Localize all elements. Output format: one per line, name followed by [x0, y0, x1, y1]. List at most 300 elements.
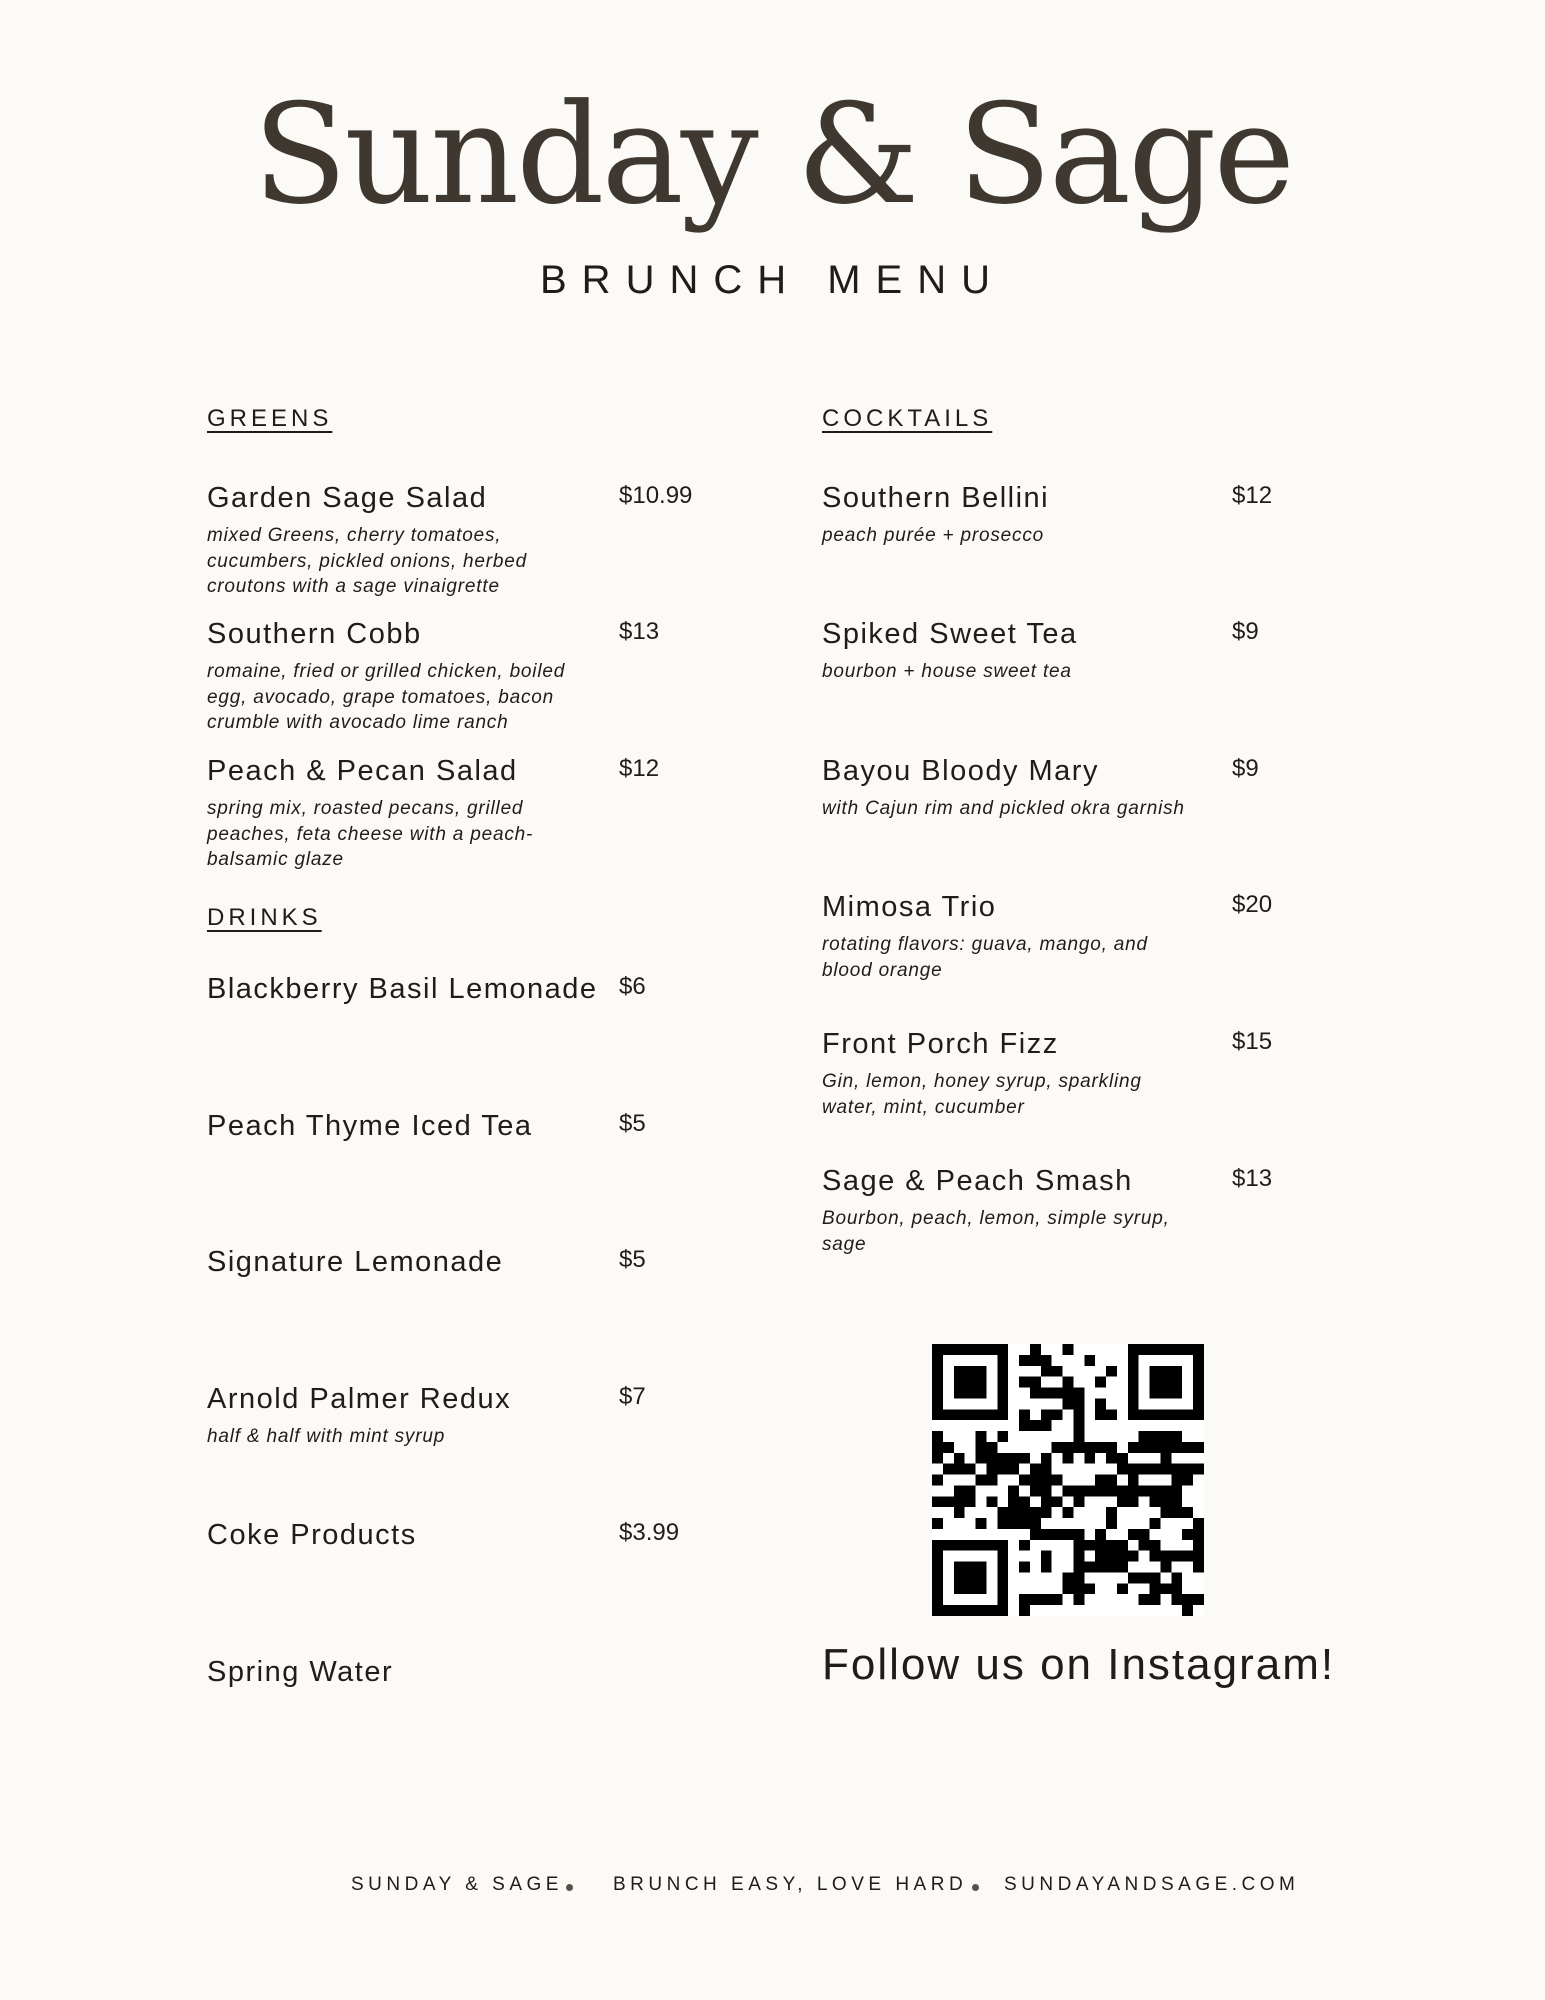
- qr-module: [1139, 1572, 1150, 1583]
- qr-module: [1095, 1529, 1106, 1540]
- qr-module: [932, 1355, 943, 1366]
- qr-module: [1052, 1529, 1063, 1540]
- qr-module: [943, 1344, 954, 1355]
- qr-module: [1182, 1442, 1193, 1453]
- qr-module: [1030, 1518, 1041, 1529]
- qr-module: [976, 1344, 987, 1355]
- item-price: $13: [1232, 1165, 1273, 1192]
- qr-module: [1041, 1475, 1052, 1486]
- qr-module: [976, 1366, 987, 1377]
- qr-module: [1073, 1583, 1084, 1594]
- qr-module: [1193, 1594, 1204, 1605]
- qr-module: [1182, 1551, 1193, 1562]
- qr-module: [1193, 1388, 1204, 1399]
- qr-module: [965, 1485, 976, 1496]
- menu-item-arnold-palmer-redux: [207, 1380, 737, 1450]
- qr-module: [1019, 1507, 1030, 1518]
- qr-module: [1052, 1409, 1063, 1420]
- item-price: $12: [1232, 482, 1273, 509]
- greens-heading: GREENS: [207, 405, 333, 432]
- item-name: Coke Products: [207, 1519, 417, 1551]
- qr-module: [1117, 1583, 1128, 1594]
- qr-module: [1150, 1442, 1161, 1453]
- qr-module: [1171, 1496, 1182, 1507]
- qr-module: [1063, 1344, 1074, 1355]
- qr-module: [1073, 1540, 1084, 1551]
- qr-module: [1095, 1485, 1106, 1496]
- qr-module: [1063, 1485, 1074, 1496]
- qr-module: [1193, 1377, 1204, 1388]
- item-price: $5: [619, 1246, 646, 1273]
- qr-module: [1150, 1431, 1161, 1442]
- qr-module: [1160, 1485, 1171, 1496]
- qr-module: [1128, 1388, 1139, 1399]
- qr-module: [965, 1562, 976, 1573]
- qr-module: [943, 1409, 954, 1420]
- qr-module: [1128, 1551, 1139, 1562]
- qr-module: [997, 1409, 1008, 1420]
- qr-module: [1019, 1409, 1030, 1420]
- qr-module: [954, 1388, 965, 1399]
- qr-module: [1008, 1518, 1019, 1529]
- qr-module: [943, 1540, 954, 1551]
- qr-module: [932, 1431, 943, 1442]
- qr-module: [965, 1377, 976, 1388]
- item-price: $10.99: [619, 482, 693, 509]
- qr-module: [1008, 1507, 1019, 1518]
- qr-module: [965, 1605, 976, 1616]
- qr-module: [954, 1344, 965, 1355]
- qr-module: [1150, 1388, 1161, 1399]
- item-description: with Cajun rim and pickled okra garnish: [822, 798, 1185, 819]
- item-name: Sage & Peach Smash: [822, 1165, 1133, 1197]
- item-price: $15: [1232, 1028, 1273, 1055]
- qr-module: [1150, 1540, 1161, 1551]
- qr-module: [954, 1409, 965, 1420]
- qr-module: [1128, 1398, 1139, 1409]
- qr-module: [997, 1398, 1008, 1409]
- qr-module: [1030, 1464, 1041, 1475]
- qr-module: [1160, 1388, 1171, 1399]
- qr-module: [932, 1540, 943, 1551]
- qr-module: [932, 1442, 943, 1453]
- item-name: Arnold Palmer Redux: [207, 1383, 512, 1415]
- qr-module: [1182, 1344, 1193, 1355]
- item-price: $3.99: [619, 1519, 680, 1546]
- qr-module: [1128, 1366, 1139, 1377]
- qr-module: [932, 1475, 943, 1486]
- qr-module: [1150, 1551, 1161, 1562]
- qr-module: [932, 1409, 943, 1420]
- qr-module: [997, 1594, 1008, 1605]
- qr-module: [997, 1388, 1008, 1399]
- qr-module: [976, 1605, 987, 1616]
- qr-module: [1160, 1377, 1171, 1388]
- qr-module: [965, 1388, 976, 1399]
- qr-module: [1063, 1572, 1074, 1583]
- qr-module: [954, 1562, 965, 1573]
- footer-separator-dot: [566, 1884, 573, 1891]
- qr-module: [954, 1496, 965, 1507]
- qr-module: [1139, 1594, 1150, 1605]
- qr-module: [1150, 1344, 1161, 1355]
- qr-module: [1193, 1518, 1204, 1529]
- qr-module: [997, 1431, 1008, 1442]
- qr-module: [1128, 1496, 1139, 1507]
- item-description: Bourbon, peach, lemon, simple syrup, sage: [822, 1208, 1170, 1255]
- qr-module: [1073, 1485, 1084, 1496]
- qr-module: [986, 1540, 997, 1551]
- qr-module: [965, 1366, 976, 1377]
- qr-module: [1019, 1355, 1030, 1366]
- item-name: Spiked Sweet Tea: [822, 618, 1078, 650]
- qr-module: [1128, 1442, 1139, 1453]
- qr-module: [1063, 1507, 1074, 1518]
- qr-module: [932, 1398, 943, 1409]
- qr-module: [1117, 1464, 1128, 1475]
- qr-module: [1041, 1507, 1052, 1518]
- qr-module: [1073, 1529, 1084, 1540]
- qr-module: [1041, 1355, 1052, 1366]
- qr-module: [1193, 1344, 1204, 1355]
- qr-module: [1073, 1442, 1084, 1453]
- qr-module: [954, 1507, 965, 1518]
- qr-module: [1073, 1398, 1084, 1409]
- qr-module: [1182, 1529, 1193, 1540]
- qr-module: [1160, 1431, 1171, 1442]
- qr-module: [1095, 1398, 1106, 1409]
- qr-module: [1063, 1388, 1074, 1399]
- qr-module: [1171, 1475, 1182, 1486]
- item-price: $5: [619, 1110, 646, 1137]
- item-name: Mimosa Trio: [822, 891, 997, 923]
- qr-module: [1008, 1453, 1019, 1464]
- qr-module: [932, 1344, 943, 1355]
- qr-module: [1193, 1562, 1204, 1573]
- qr-module: [1019, 1496, 1030, 1507]
- qr-module: [1171, 1551, 1182, 1562]
- qr-module: [1063, 1583, 1074, 1594]
- qr-module: [1041, 1562, 1052, 1573]
- footer-tagline: BRUNCH EASY, LOVE HARD: [613, 1874, 968, 1895]
- qr-module: [1139, 1540, 1150, 1551]
- qr-module: [1030, 1475, 1041, 1486]
- qr-module: [1084, 1453, 1095, 1464]
- item-description: rotating flavors: guava, mango, and blood orange: [822, 934, 1148, 981]
- qr-module: [1084, 1540, 1095, 1551]
- menu-item-garden-sage-salad: [207, 479, 737, 600]
- qr-module: [1073, 1551, 1084, 1562]
- qr-module: [932, 1572, 943, 1583]
- qr-module: [1193, 1551, 1204, 1562]
- qr-module: [1052, 1496, 1063, 1507]
- qr-module: [976, 1377, 987, 1388]
- qr-module: [1063, 1398, 1074, 1409]
- qr-module: [1073, 1431, 1084, 1442]
- item-description: peach purée + prosecco: [822, 525, 1044, 546]
- qr-module: [1171, 1366, 1182, 1377]
- qr-module: [954, 1572, 965, 1583]
- qr-module: [1160, 1507, 1171, 1518]
- menu-item-peach-pecan-salad: [207, 752, 737, 873]
- qr-module: [986, 1496, 997, 1507]
- qr-module: [1106, 1475, 1117, 1486]
- qr-module: [986, 1605, 997, 1616]
- qr-module: [1150, 1377, 1161, 1388]
- qr-module: [1084, 1562, 1095, 1573]
- qr-module: [932, 1388, 943, 1399]
- qr-module: [1106, 1540, 1117, 1551]
- qr-module: [932, 1605, 943, 1616]
- qr-module: [1128, 1572, 1139, 1583]
- qr-module: [1150, 1409, 1161, 1420]
- qr-module: [1095, 1540, 1106, 1551]
- qr-module: [1160, 1442, 1171, 1453]
- qr-module: [943, 1496, 954, 1507]
- qr-module: [976, 1540, 987, 1551]
- qr-module: [1041, 1551, 1052, 1562]
- qr-module: [1041, 1594, 1052, 1605]
- qr-code-icon[interactable]: [932, 1344, 1204, 1616]
- qr-module: [1117, 1562, 1128, 1573]
- qr-module: [965, 1540, 976, 1551]
- qr-module: [1095, 1475, 1106, 1486]
- qr-module: [1106, 1442, 1117, 1453]
- qr-module: [1030, 1344, 1041, 1355]
- qr-module: [976, 1442, 987, 1453]
- qr-module: [1193, 1540, 1204, 1551]
- item-price: $7: [619, 1383, 646, 1410]
- qr-module: [1160, 1496, 1171, 1507]
- qr-module: [1030, 1388, 1041, 1399]
- item-description: spring mix, roasted pecans, grilled peaches, feta cheese with a peach-balsamic glaze: [207, 798, 534, 870]
- qr-module: [1139, 1344, 1150, 1355]
- qr-module: [1171, 1572, 1182, 1583]
- item-description: Gin, lemon, honey syrup, sparkling water, mint, cucumber: [822, 1071, 1142, 1118]
- qr-module: [1160, 1464, 1171, 1475]
- item-name: Signature Lemonade: [207, 1246, 504, 1278]
- qr-module: [1193, 1366, 1204, 1377]
- qr-module: [1073, 1420, 1084, 1431]
- item-price: $20: [1232, 891, 1273, 918]
- qr-module: [1171, 1594, 1182, 1605]
- qr-module: [932, 1594, 943, 1605]
- qr-module: [997, 1377, 1008, 1388]
- qr-module: [1193, 1529, 1204, 1540]
- qr-module: [1008, 1464, 1019, 1475]
- qr-module: [997, 1464, 1008, 1475]
- qr-module: [965, 1344, 976, 1355]
- menu-item-signature-lemonade: [207, 1243, 737, 1281]
- qr-module: [1030, 1355, 1041, 1366]
- qr-module: [1182, 1605, 1193, 1616]
- qr-module: [1106, 1485, 1117, 1496]
- qr-module: [932, 1583, 943, 1594]
- qr-module: [1052, 1388, 1063, 1399]
- qr-module: [997, 1605, 1008, 1616]
- menu-item-coke-products: [207, 1516, 737, 1554]
- qr-module: [1084, 1442, 1095, 1453]
- menu-item-front-porch-fizz: [822, 1025, 1352, 1120]
- menu-item-sage-peach-smash: [822, 1162, 1352, 1257]
- item-description: half & half with mint syrup: [207, 1426, 446, 1447]
- qr-module: [1171, 1344, 1182, 1355]
- qr-module: [1073, 1562, 1084, 1573]
- qr-module: [986, 1442, 997, 1453]
- qr-module: [1063, 1377, 1074, 1388]
- qr-module: [1150, 1464, 1161, 1475]
- qr-module: [1095, 1562, 1106, 1573]
- item-name: Blackberry Basil Lemonade: [207, 973, 598, 1005]
- qr-code-graphic: [932, 1344, 1204, 1616]
- qr-module: [932, 1377, 943, 1388]
- qr-module: [1106, 1453, 1117, 1464]
- item-price: $6: [619, 973, 646, 1000]
- qr-module: [1106, 1518, 1117, 1529]
- qr-module: [1019, 1518, 1030, 1529]
- qr-module: [1052, 1475, 1063, 1486]
- qr-module: [976, 1453, 987, 1464]
- item-price: $9: [1232, 755, 1259, 782]
- qr-module: [986, 1464, 997, 1475]
- qr-module: [954, 1377, 965, 1388]
- qr-module: [1182, 1507, 1193, 1518]
- qr-module: [1073, 1388, 1084, 1399]
- qr-module: [954, 1583, 965, 1594]
- cocktails-heading: COCKTAILS: [822, 405, 993, 432]
- qr-module: [1128, 1475, 1139, 1486]
- qr-module: [1139, 1529, 1150, 1540]
- menu-item-peach-thyme-iced-tea: [207, 1107, 737, 1145]
- qr-module: [1073, 1496, 1084, 1507]
- qr-module: [1139, 1485, 1150, 1496]
- qr-module: [1030, 1529, 1041, 1540]
- qr-module: [986, 1344, 997, 1355]
- item-description: mixed Greens, cherry tomatoes, cucumbers, pickled onions, herbed croutons with a sage vinaigrette: [207, 525, 528, 597]
- qr-module: [1008, 1485, 1019, 1496]
- qr-module: [1073, 1409, 1084, 1420]
- item-name: Garden Sage Salad: [207, 482, 488, 514]
- qr-module: [1160, 1453, 1171, 1464]
- qr-module: [1171, 1507, 1182, 1518]
- qr-module: [997, 1551, 1008, 1562]
- qr-module: [1128, 1344, 1139, 1355]
- footer-separator-dot: [972, 1884, 979, 1891]
- qr-module: [1095, 1377, 1106, 1388]
- qr-module: [1041, 1496, 1052, 1507]
- qr-module: [954, 1605, 965, 1616]
- qr-module: [1063, 1453, 1074, 1464]
- qr-module: [1019, 1540, 1030, 1551]
- qr-module: [1171, 1464, 1182, 1475]
- qr-module: [976, 1431, 987, 1442]
- qr-module: [1106, 1366, 1117, 1377]
- qr-module: [943, 1605, 954, 1616]
- qr-module: [1041, 1366, 1052, 1377]
- qr-module: [1095, 1409, 1106, 1420]
- qr-module: [1106, 1551, 1117, 1562]
- qr-module: [1041, 1453, 1052, 1464]
- menu-item-southern-cobb: [207, 615, 737, 736]
- qr-module: [1182, 1594, 1193, 1605]
- qr-module: [1139, 1409, 1150, 1420]
- qr-module: [1117, 1453, 1128, 1464]
- qr-module: [1182, 1409, 1193, 1420]
- qr-module: [1073, 1594, 1084, 1605]
- qr-module: [954, 1366, 965, 1377]
- qr-module: [1106, 1562, 1117, 1573]
- qr-module: [1041, 1420, 1052, 1431]
- qr-module: [932, 1562, 943, 1573]
- qr-module: [1160, 1344, 1171, 1355]
- qr-module: [1030, 1485, 1041, 1496]
- qr-module: [1008, 1496, 1019, 1507]
- qr-module: [1063, 1442, 1074, 1453]
- qr-module: [1128, 1485, 1139, 1496]
- qr-module: [1128, 1409, 1139, 1420]
- qr-module: [1193, 1442, 1204, 1453]
- restaurant-title: Sunday & Sage: [252, 74, 1293, 235]
- qr-module: [997, 1562, 1008, 1573]
- qr-module: [1150, 1518, 1161, 1529]
- qr-module: [932, 1496, 943, 1507]
- qr-module: [1117, 1485, 1128, 1496]
- footer-website[interactable]: SUNDAYANDSAGE.COM: [1004, 1874, 1300, 1895]
- qr-module: [1019, 1562, 1030, 1573]
- qr-module: [1052, 1366, 1063, 1377]
- qr-module: [1117, 1540, 1128, 1551]
- qr-module: [1106, 1507, 1117, 1518]
- qr-module: [1041, 1529, 1052, 1540]
- qr-module: [997, 1366, 1008, 1377]
- qr-module: [965, 1572, 976, 1583]
- qr-module: [986, 1409, 997, 1420]
- item-name: Peach & Pecan Salad: [207, 755, 518, 787]
- qr-module: [1084, 1485, 1095, 1496]
- qr-module: [1041, 1409, 1052, 1420]
- qr-module: [1128, 1377, 1139, 1388]
- qr-module: [1171, 1485, 1182, 1496]
- qr-module: [1193, 1355, 1204, 1366]
- qr-module: [1171, 1442, 1182, 1453]
- qr-module: [1193, 1464, 1204, 1475]
- qr-module: [1128, 1355, 1139, 1366]
- qr-module: [997, 1518, 1008, 1529]
- qr-module: [965, 1583, 976, 1594]
- qr-module: [1019, 1594, 1030, 1605]
- menu-item-southern-bellini: [822, 479, 1352, 549]
- qr-module: [1160, 1583, 1171, 1594]
- menu-item-blackberry-basil-lemonade: [207, 970, 737, 1008]
- item-name: Front Porch Fizz: [822, 1028, 1059, 1060]
- qr-module: [1106, 1409, 1117, 1420]
- qr-module: [932, 1366, 943, 1377]
- menu-subtitle: BRUNCH MENU: [540, 258, 1005, 302]
- drinks-heading: DRINKS: [207, 904, 322, 931]
- qr-module: [986, 1475, 997, 1486]
- qr-module: [1117, 1496, 1128, 1507]
- qr-module: [1160, 1409, 1171, 1420]
- qr-module: [1160, 1551, 1171, 1562]
- qr-module: [1041, 1485, 1052, 1496]
- qr-module: [965, 1496, 976, 1507]
- item-description: romaine, fried or grilled chicken, boiled egg, avocado, grape tomatoes, bacon crumble with avocado lime ranch: [207, 661, 566, 733]
- qr-module: [1193, 1409, 1204, 1420]
- qr-module: [1171, 1431, 1182, 1442]
- qr-module: [1128, 1464, 1139, 1475]
- menu-item-bayou-bloody-mary: [822, 752, 1352, 822]
- footer-brand: SUNDAY & SAGE: [351, 1874, 563, 1895]
